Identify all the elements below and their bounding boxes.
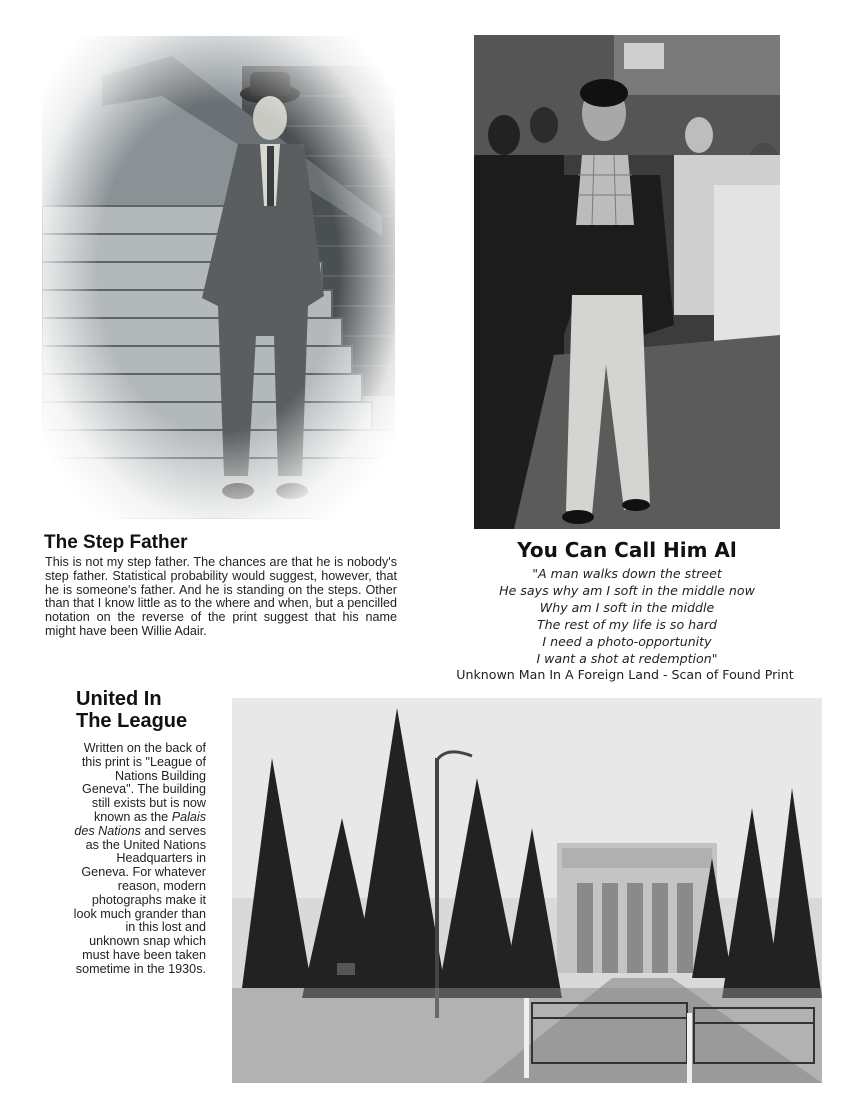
poem-line: I want a shot at redemption" [536, 651, 718, 666]
street-man-photo [474, 35, 780, 529]
step-father-photo [42, 36, 395, 519]
step-father-body: This is not my step father. The chances are that he is nobody's step father. Statistical probability would suggest, however, that he is someone's father. And he is standing on the steps. Other than that I know little as to the where and when, but a pencilled notation on the reverse of the print suggest that his name might have been Willie Adair. [45, 555, 397, 638]
poem-line: The rest of my life is so hard [536, 617, 718, 632]
league-building-photo [232, 698, 822, 1083]
poem-line: I need a photo-opportunity [542, 634, 712, 649]
al-caption: Unknown Man In A Foreign Land - Scan of Found Print [456, 667, 794, 682]
league-body-text: Written on the back of this print is "League of Nations Building Geneva". The building still exists but is now known as the [81, 741, 206, 824]
league-title-line2: The League [76, 710, 188, 732]
al-title: You Can Call Him Al [517, 538, 737, 562]
poem-line: Why am I soft in the middle [539, 600, 715, 615]
league-body-text: and serves as the United Nations Headquarters in Geneva. For whatever reason, modern photographs make it look much grander than in this lost and unknown snap which must have been taken sometime in the 1930s. [73, 823, 206, 976]
step-father-title: The Step Father [44, 532, 188, 553]
league-title [76, 688, 187, 732]
league-body [72, 742, 206, 977]
league-body-italic: Palais des Nations [74, 809, 206, 838]
al-poem [460, 565, 794, 667]
league-title-line1: United In [76, 688, 162, 710]
poem-line: "A man walks down the street [532, 566, 722, 581]
poem-line: He says why am I soft in the middle now [499, 583, 755, 598]
